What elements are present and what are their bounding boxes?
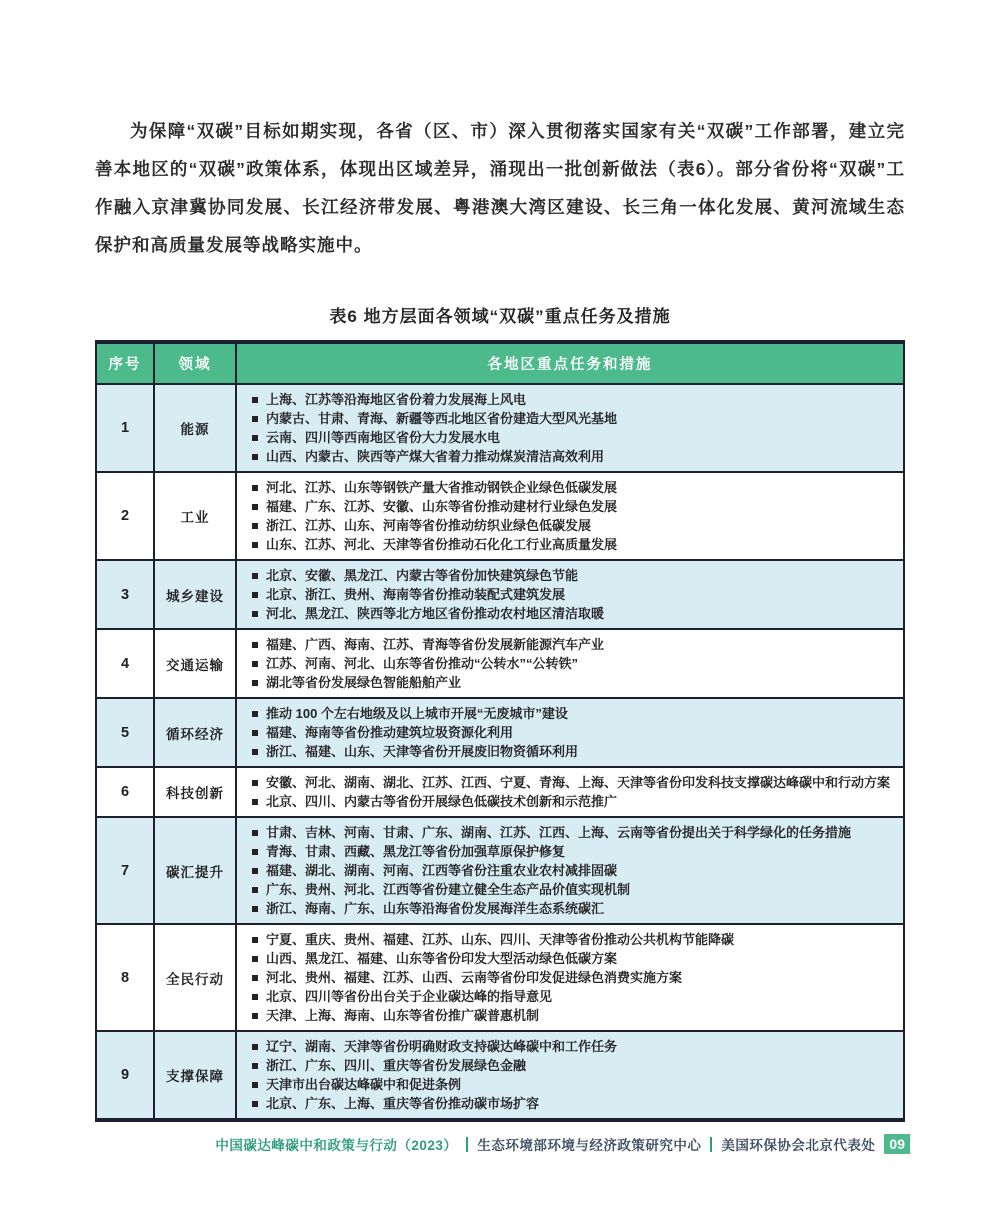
row-field: 全民行动	[154, 924, 236, 1031]
column-header-field: 领域	[154, 342, 236, 384]
task-item: 福建、海南等省份推动建筑垃圾资源化利用	[251, 723, 893, 742]
task-item: 福建、广西、海南、江苏、青海等省份发展新能源汽车产业	[251, 635, 893, 654]
row-number: 5	[96, 698, 154, 767]
row-number: 9	[96, 1031, 154, 1120]
row-number: 1	[96, 384, 154, 472]
task-item: 北京、安徽、黑龙江、内蒙古等省份加快建筑绿色节能	[251, 566, 893, 585]
row-number: 4	[96, 629, 154, 698]
task-item: 山东、江苏、河北、天津等省份推动石化化工行业高质量发展	[251, 535, 893, 554]
task-list	[251, 1037, 893, 1113]
task-item: 宁夏、重庆、贵州、福建、江苏、山东、四川、天津等省份推动公共机构节能降碳	[251, 930, 893, 949]
task-item: 河北、贵州、福建、江苏、山西、云南等省份印发促进绿色消费实施方案	[251, 968, 893, 987]
table-row	[96, 472, 904, 560]
task-item: 湖北等省份发展绿色智能船舶产业	[251, 673, 893, 692]
row-field: 碳汇提升	[154, 817, 236, 924]
footer-report-title: 中国碳达峰碳中和政策与行动（2023）	[215, 1138, 458, 1153]
task-item: 浙江、广东、四川、重庆等省份发展绿色金融	[251, 1056, 893, 1075]
task-item: 北京、四川、内蒙古等省份开展绿色低碳技术创新和示范推广	[251, 792, 893, 811]
task-list	[251, 704, 893, 761]
task-list	[251, 823, 893, 918]
footer-org-policy-center: 生态环境部环境与经济政策研究中心	[477, 1138, 702, 1153]
task-item: 推动 100 个左右地级及以上城市开展“无废城市”建设	[251, 704, 893, 723]
task-item: 天津、上海、海南、山东等省份推广碳普惠机制	[251, 1006, 893, 1025]
row-number: 3	[96, 560, 154, 629]
row-tasks	[236, 924, 904, 1031]
table-row	[96, 560, 904, 629]
task-list	[251, 635, 893, 692]
footer-divider	[710, 1137, 712, 1152]
row-number: 7	[96, 817, 154, 924]
intro-paragraph: 为保障“双碳”目标如期实现，各省（区、市）深入贯彻落实国家有关“双碳”工作部署，建立完善本地区的“双碳”政策体系，体现出区域差异，涌现出一批创新做法（表6）。部分省份将“双碳”工作融入京津冀协同发展、长江经济带发展、粤港澳大湾区建设、长三角一体化发展、黄河流域生态保护和高质量发展等战略实施中。	[95, 121, 905, 255]
row-number: 6	[96, 767, 154, 817]
task-list	[251, 478, 893, 554]
page-number-badge: 09	[884, 1134, 910, 1154]
task-item: 浙江、江苏、山东、河南等省份推动纺织业绿色低碳发展	[251, 516, 893, 535]
task-item: 福建、湖北、湖南、河南、江西等省份注重农业农村减排固碳	[251, 861, 893, 880]
row-number: 2	[96, 472, 154, 560]
row-tasks	[236, 698, 904, 767]
task-item: 辽宁、湖南、天津等省份明确财政支持碳达峰碳中和工作任务	[251, 1037, 893, 1056]
row-field: 城乡建设	[154, 560, 236, 629]
footer-org-edf-beijing: 美国环保协会北京代表处	[721, 1138, 876, 1153]
footer-divider	[466, 1137, 468, 1152]
task-item: 江苏、河南、河北、山东等省份推动“公转水”“公转铁”	[251, 654, 893, 673]
task-item: 福建、广东、江苏、安徽、山东等省份推动建材行业绿色发展	[251, 497, 893, 516]
table-row	[96, 384, 904, 472]
table-row	[96, 698, 904, 767]
task-item: 北京、四川等省份出台关于企业碳达峰的指导意见	[251, 987, 893, 1006]
task-item: 浙江、海南、广东、山东等沿海省份发展海洋生态系统碳汇	[251, 899, 893, 918]
tasks-table	[95, 340, 905, 1122]
column-header-tasks: 各地区重点任务和措施	[236, 342, 904, 384]
row-field: 工业	[154, 472, 236, 560]
task-item: 山西、内蒙古、陕西等产煤大省着力推动煤炭清洁高效利用	[251, 447, 893, 466]
task-item: 青海、甘肃、西藏、黑龙江等省份加强草原保护修复	[251, 842, 893, 861]
task-list	[251, 566, 893, 623]
task-item: 山西、黑龙江、福建、山东等省份印发大型活动绿色低碳方案	[251, 949, 893, 968]
row-tasks	[236, 629, 904, 698]
table-row	[96, 767, 904, 817]
row-field: 循环经济	[154, 698, 236, 767]
row-tasks	[236, 767, 904, 817]
column-header-number: 序号	[96, 342, 154, 384]
header-row	[96, 342, 904, 384]
task-item: 北京、浙江、贵州、海南等省份推动装配式建筑发展	[251, 585, 893, 604]
task-item: 北京、广东、上海、重庆等省份推动碳市场扩容	[251, 1094, 893, 1113]
table-body	[96, 384, 904, 1120]
task-item: 内蒙古、甘肃、青海、新疆等西北地区省份建造大型风光基地	[251, 409, 893, 428]
task-item: 云南、四川等西南地区省份大力发展水电	[251, 428, 893, 447]
task-item: 甘肃、吉林、河南、甘肃、广东、湖南、江苏、江西、上海、云南等省份提出关于科学绿化的任务措施	[251, 823, 893, 842]
table-header	[96, 342, 904, 384]
table-row	[96, 1031, 904, 1120]
task-list	[251, 930, 893, 1025]
task-item: 广东、贵州、河北、江西等省份建立健全生态产品价值实现机制	[251, 880, 893, 899]
row-number: 8	[96, 924, 154, 1031]
row-field: 科技创新	[154, 767, 236, 817]
task-item: 浙江、福建、山东、天津等省份开展废旧物资循环利用	[251, 742, 893, 761]
table-row	[96, 629, 904, 698]
task-item: 河北、黑龙江、陕西等北方地区省份推动农村地区清洁取暖	[251, 604, 893, 623]
task-item: 上海、江苏等沿海地区省份着力发展海上风电	[251, 390, 893, 409]
task-item: 河北、江苏、山东等钢铁产量大省推动钢铁企业绿色低碳发展	[251, 478, 893, 497]
row-tasks	[236, 384, 904, 472]
page-footer	[215, 1134, 910, 1154]
row-field: 能源	[154, 384, 236, 472]
table-title: 表6 地方层面各领域“双碳”重点任务及措施	[329, 307, 671, 326]
task-item: 天津市出台碳达峰碳中和促进条例	[251, 1075, 893, 1094]
task-list	[251, 773, 893, 811]
row-field: 支撑保障	[154, 1031, 236, 1120]
task-list	[251, 390, 893, 466]
task-item: 安徽、河北、湖南、湖北、江苏、江西、宁夏、青海、上海、天津等省份印发科技支撑碳达峰碳中和行动方案	[251, 773, 893, 792]
row-tasks	[236, 817, 904, 924]
row-tasks	[236, 560, 904, 629]
table-row	[96, 924, 904, 1031]
row-field: 交通运输	[154, 629, 236, 698]
row-tasks	[236, 472, 904, 560]
table-row	[96, 817, 904, 924]
row-tasks	[236, 1031, 904, 1120]
